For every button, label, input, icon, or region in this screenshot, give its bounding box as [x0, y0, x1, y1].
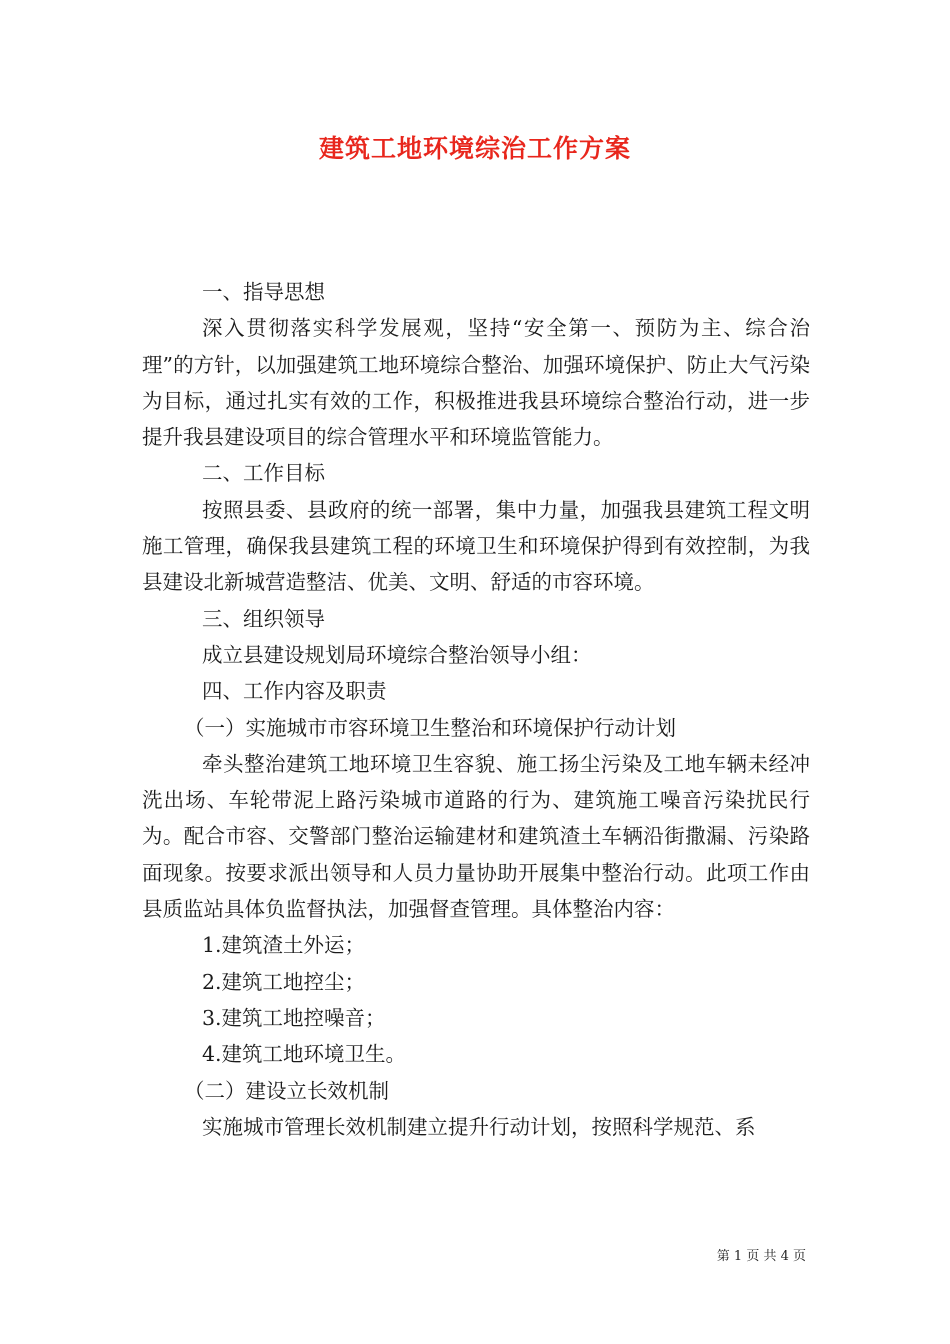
document-title: 建筑工地环境综治工作方案 — [318, 134, 631, 163]
body-paragraph: 实施城市管理长效机制建立提升行动计划，按照科学规范、系 — [202, 1114, 756, 1139]
section-heading: 三、组织领导 — [202, 606, 325, 631]
list-item: 3.建筑工地控噪音； — [202, 1005, 386, 1030]
page-number: 第 1 页 共 4 页 — [716, 1249, 806, 1264]
list-item: 1.建筑渣土外运； — [202, 933, 366, 958]
subsection-heading: （二）建设立长效机制 — [184, 1078, 389, 1103]
subsection-heading: （一）实施城市市容环境卫生整治和环境保护行动计划 — [184, 715, 676, 740]
body-paragraph: 按照县委、县政府的统一部署，集中力量，加强我县建筑工程文明施工管理，确保我县建筑工程的环境卫生和环境保护得到有效控制，为我县建设北新城营造整洁、优美、文明、舒适的市容环境。 — [142, 497, 810, 595]
list-item: 2.建筑工地控尘； — [202, 969, 366, 994]
body-paragraph: 成立县建设规划局环境综合整治领导小组： — [202, 642, 592, 667]
list-item: 4.建筑工地环境卫生。 — [202, 1042, 407, 1067]
body-paragraph: 深入贯彻落实科学发展观，坚持“安全第一、预防为主、综合治理”的方针，以加强建筑工地环境综合整治、加强环境保护、防止大气污染为目标，通过扎实有效的工作，积极推进我县环境综合整治行动，进一步提升我县建设项目的综合管理水平和环境监管能力。 — [142, 316, 810, 450]
section-heading: 四、工作内容及职责 — [202, 679, 387, 704]
document-body — [142, 274, 810, 1145]
section-heading: 二、工作目标 — [202, 461, 325, 486]
section-heading: 一、指导思想 — [202, 280, 325, 304]
body-paragraph: 牵头整治建筑工地环境卫生容貌、施工扬尘污染及工地车辆未经冲洗出场、车轮带泥上路污染城市道路的行为、建筑施工噪音污染扰民行为。配合市容、交警部门整治运输建材和建筑渣土车辆沿街撒漏、污染路面现象。按要求派出领导和人员力量协助开展集中整治行动。此项工作由县质监站具体负监督执法，加强督查管理。具体整治内容： — [142, 751, 810, 922]
